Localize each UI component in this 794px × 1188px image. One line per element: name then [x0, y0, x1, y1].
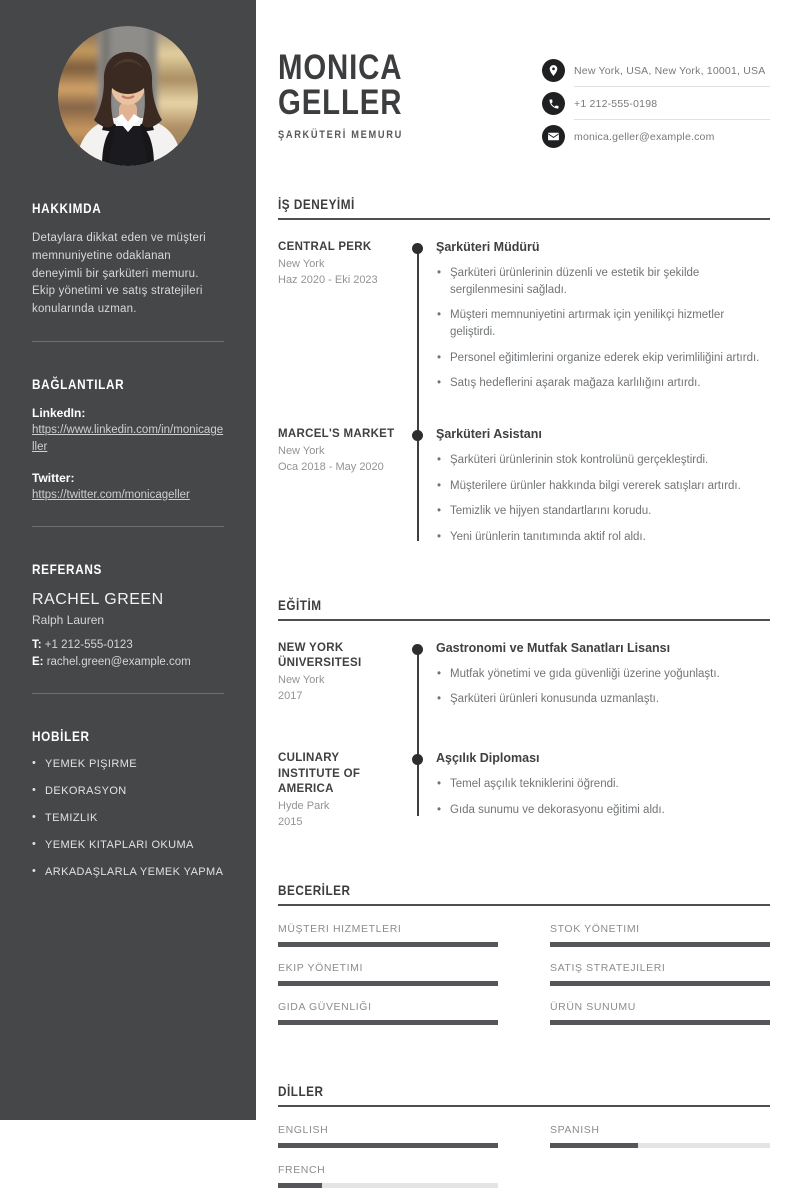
skill-label: ÜRÜN SUNUMU	[550, 1001, 636, 1014]
sidebar-divider	[32, 693, 224, 694]
contact-email: monica.geller@example.com	[574, 131, 715, 143]
email-value: rachel.green@example.com	[46, 656, 191, 669]
language-bar	[550, 1143, 770, 1148]
bullet-item: • Temizlik ve hijyen standartlarını korudu.	[436, 503, 770, 520]
hobby-list	[32, 758, 224, 878]
education-section	[278, 597, 770, 831]
contact-block	[542, 54, 770, 152]
bullet-item: • Temel aşçılık tekniklerini öğrendi.	[436, 776, 770, 793]
contact-text-wrap	[574, 120, 770, 152]
timeline-column	[410, 751, 436, 830]
about-text: Detaylara dikkat eden ve müşteri memnuniyetine odaklanan deneyimli bir şarküteri memuru. Ekip yönetimi ve satış stratejileri konularında uzman.	[32, 232, 206, 316]
bullet-item: • Gıda sunumu ve dekorasyonu eğitimi aldı.	[436, 802, 770, 819]
languages-section	[278, 1083, 770, 1188]
skill-item	[278, 962, 498, 986]
bullet-item: • Müşterilere ürünler hakkında bilgi vererek satışları artırdı.	[436, 478, 770, 495]
sidebar	[0, 0, 256, 1120]
contact-phone: +1 212-555-0198	[574, 98, 658, 110]
skill-bar	[550, 942, 770, 947]
twitter-block	[32, 471, 224, 504]
skill-item	[278, 923, 498, 947]
linkedin-label: LinkedIn:	[32, 406, 86, 421]
email-label: E:	[32, 656, 44, 669]
main-content	[256, 0, 794, 1177]
timeline-column	[410, 240, 436, 401]
reference-name: RACHEL GREEN	[32, 590, 164, 608]
education-entry	[278, 751, 770, 830]
company-name: MARCEL'S MARKET	[278, 428, 395, 441]
skill-bar	[550, 1020, 770, 1025]
reference-company: Ralph Lauren	[32, 612, 105, 627]
bullet-item: • Şarküteri ürünleri konusunda uzmanlaştı.	[436, 691, 770, 708]
name-block	[278, 50, 427, 141]
school-location: New York	[278, 673, 325, 686]
links-heading: BAĞLANTILAR	[32, 376, 125, 393]
employment-dates: Oca 2018 - May 2020	[278, 460, 384, 473]
school-name: NEW YORK ÜNIVERSITESI	[278, 641, 362, 670]
bullet-item: • Personel eğitimlerini organize ederek ekip verimliliğini artırdı.	[436, 350, 770, 367]
skill-item	[278, 1001, 498, 1025]
section-rule	[278, 218, 770, 220]
skills-heading: BECERİLER	[278, 882, 351, 899]
skill-item	[550, 962, 770, 986]
timeline-column	[410, 641, 436, 717]
location-icon	[542, 59, 565, 82]
experience-entries	[278, 240, 770, 555]
school-name: CULINARY INSTITUTE OF AMERICA	[278, 752, 361, 796]
contact-row	[542, 87, 770, 120]
bullet-item: • Müşteri memnuniyetini artırmak için yenilikçi hizmetler geliştirdi.	[436, 307, 770, 340]
school-location: Hyde Park	[278, 799, 330, 812]
timeline-dot	[412, 243, 423, 254]
experience-entry	[278, 427, 770, 555]
contact-text-wrap	[574, 54, 770, 87]
skills-grid	[278, 923, 770, 1025]
entry-meta	[278, 240, 410, 401]
degree-bullets	[436, 776, 770, 818]
position-title: Şarküteri Asistanı	[436, 427, 542, 442]
section-rule	[278, 619, 770, 621]
skill-bar	[550, 981, 770, 986]
language-label: SPANISH	[550, 1124, 600, 1137]
contact-row	[542, 54, 770, 87]
graduation-year: 2015	[278, 816, 303, 828]
twitter-link[interactable]: https://twitter.com/monicageller	[32, 488, 190, 501]
language-bar	[278, 1183, 498, 1188]
contact-address: New York, USA, New York, 10001, USA	[574, 65, 766, 77]
reference-email	[32, 654, 224, 671]
timeline-dot	[412, 644, 423, 655]
entry-body	[436, 641, 770, 717]
company-name: CENTRAL PERK	[278, 241, 372, 253]
person-name: MONICA GELLER	[278, 48, 403, 122]
email-icon	[542, 125, 565, 148]
contact-text-wrap	[574, 87, 770, 120]
hobby-item: • ARKADAŞLARLA YEMEK YAPMA	[32, 866, 224, 878]
phone-value: +1 212-555-0123	[44, 638, 133, 651]
profile-photo	[58, 26, 198, 166]
education-entry	[278, 641, 770, 717]
employment-dates: Haz 2020 - Eki 2023	[278, 273, 378, 286]
hobbies-heading: HOBİLER	[32, 728, 90, 745]
entry-meta	[278, 427, 410, 555]
bullet-item: • Şarküteri ürünlerinin stok kontrolünü gerçekleştirdi.	[436, 452, 770, 469]
languages-grid	[278, 1124, 770, 1188]
skill-label: EKIP YÖNETIMI	[278, 962, 364, 975]
timeline-column	[410, 427, 436, 555]
languages-heading: DİLLER	[278, 1083, 324, 1100]
hobby-item: • TEMIZLIK	[32, 812, 224, 824]
skill-label: SATIŞ STRATEJILERI	[550, 962, 666, 975]
phone-label: T:	[32, 638, 42, 651]
language-item	[550, 1124, 770, 1148]
person-job-title: ŞARKÜTERİ MEMURU	[278, 129, 403, 141]
hobby-item: • YEMEK PIŞIRME	[32, 758, 224, 770]
skill-item	[550, 1001, 770, 1025]
graduation-year: 2017	[278, 690, 303, 703]
language-label: ENGLISH	[278, 1124, 329, 1137]
reference-heading: REFERANS	[32, 560, 103, 577]
degree-title: Aşçılık Diploması	[436, 751, 540, 766]
language-bar	[278, 1143, 498, 1148]
timeline-dot	[412, 430, 423, 441]
experience-entry	[278, 240, 770, 401]
skill-label: GIDA GÜVENLIĞI	[278, 1001, 372, 1014]
twitter-label: Twitter:	[32, 470, 75, 485]
position-title: Şarküteri Müdürü	[436, 240, 540, 254]
skill-bar	[278, 1020, 498, 1025]
bullet-item: • Yeni ürünlerin tanıtımında aktif rol aldı.	[436, 529, 770, 546]
degree-bullets	[436, 666, 770, 708]
timeline-dot	[412, 754, 423, 765]
reference-phone	[32, 637, 224, 654]
linkedin-link[interactable]: https://www.linkedin.com/in/monicageller	[32, 424, 224, 454]
linkedin-block	[32, 406, 224, 457]
company-location: New York	[278, 444, 325, 457]
entry-body	[436, 751, 770, 830]
position-bullets	[436, 452, 770, 546]
hobby-item: • YEMEK KITAPLARI OKUMA	[32, 839, 224, 851]
phone-icon	[542, 92, 565, 115]
education-heading: EĞİTİM	[278, 596, 322, 613]
skill-label: MÜŞTERI HIZMETLERI	[278, 923, 402, 936]
entry-meta	[278, 751, 410, 830]
language-item	[278, 1164, 498, 1188]
skill-bar	[278, 942, 498, 947]
sidebar-divider	[32, 341, 224, 342]
experience-heading: İŞ DENEYİMİ	[278, 196, 355, 212]
experience-section	[278, 196, 770, 555]
language-label: FRENCH	[278, 1164, 326, 1177]
degree-title: Gastronomi ve Mutfak Sanatları Lisansı	[436, 640, 671, 655]
about-heading: HAKKIMDA	[32, 200, 102, 216]
company-location: New York	[278, 257, 325, 270]
entry-body	[436, 240, 770, 401]
header	[278, 50, 770, 152]
section-rule	[278, 904, 770, 906]
skill-item	[550, 923, 770, 947]
skill-bar	[278, 981, 498, 986]
sidebar-divider	[32, 526, 224, 527]
education-entries	[278, 641, 770, 831]
skill-label: STOK YÖNETIMI	[550, 923, 640, 936]
contact-row	[542, 120, 770, 152]
bullet-item: • Mutfak yönetimi ve gıda güvenliği üzerine yoğunlaştı.	[436, 666, 770, 683]
position-bullets	[436, 265, 770, 392]
entry-body	[436, 427, 770, 555]
language-item	[278, 1124, 498, 1148]
entry-meta	[278, 641, 410, 717]
hobby-item: • DEKORASYON	[32, 785, 224, 797]
section-rule	[278, 1105, 770, 1107]
bullet-item: • Şarküteri ürünlerinin düzenli ve estetik bir şekilde sergilenmesini sağladı.	[436, 265, 770, 298]
skills-section	[278, 882, 770, 1025]
bullet-item: • Satış hedeflerini aşarak mağaza karlılığını artırdı.	[436, 375, 770, 392]
